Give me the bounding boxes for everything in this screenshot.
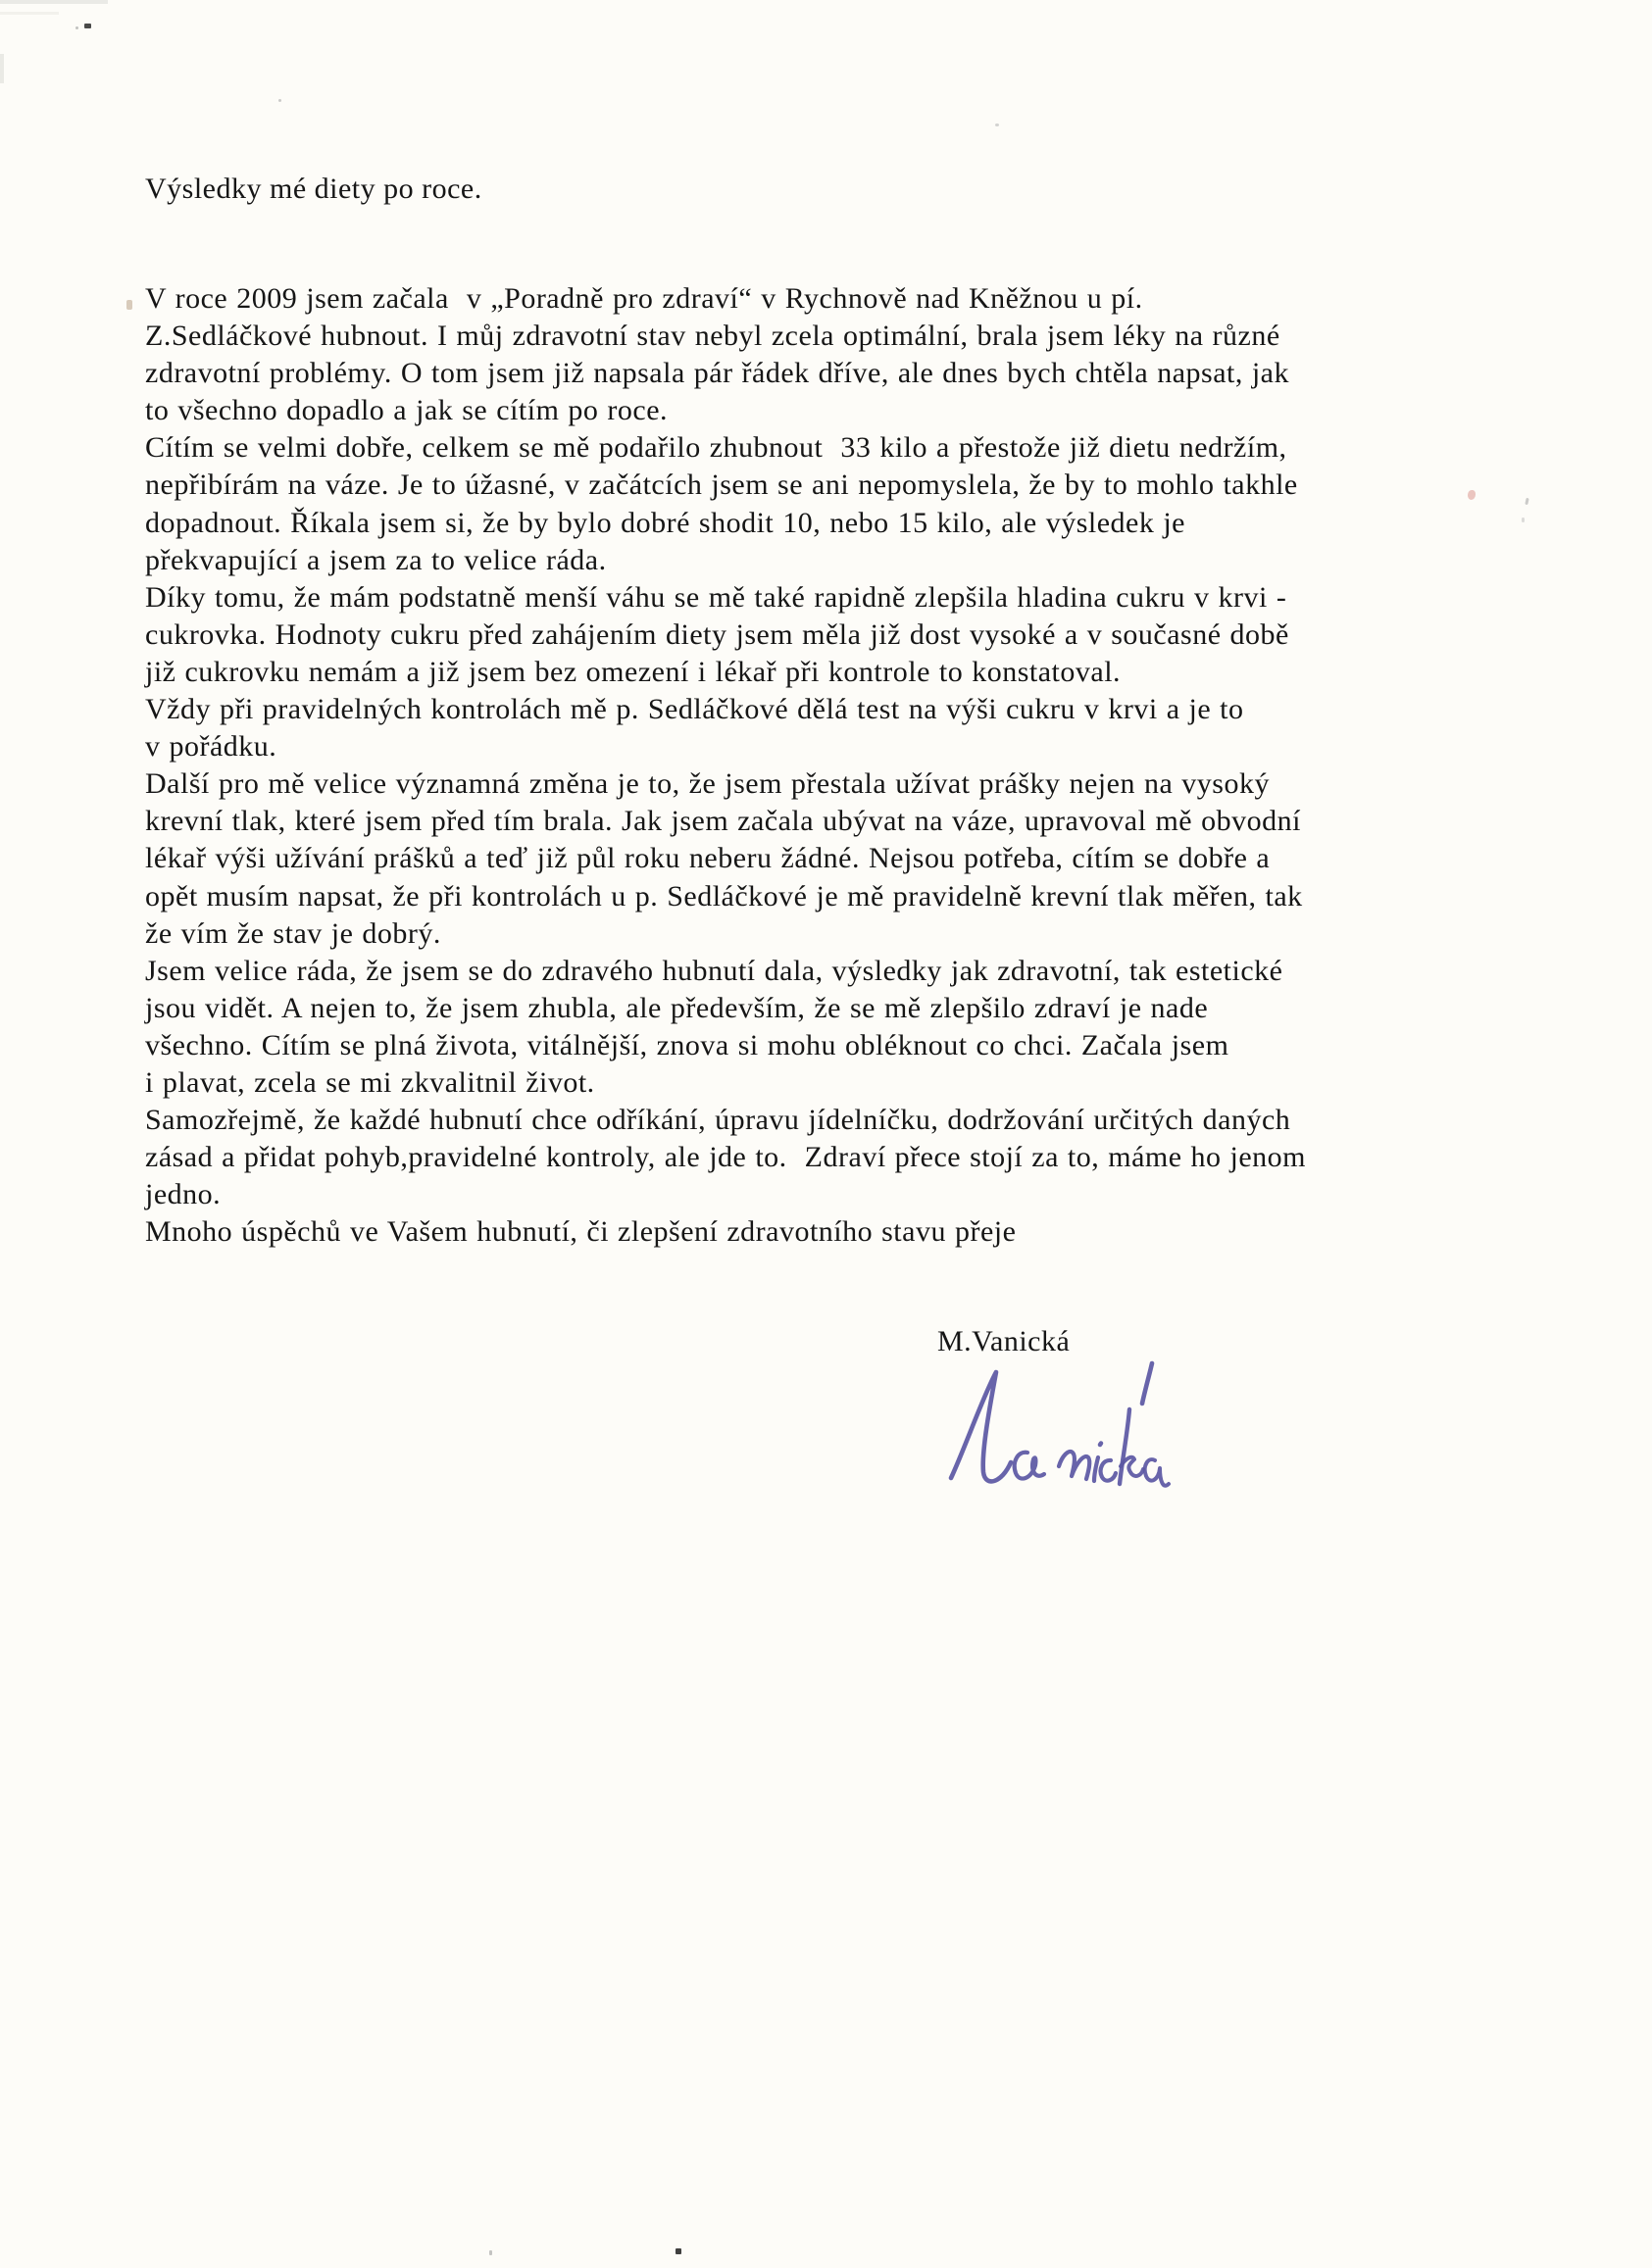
letter-line: Cítím se velmi dobře, celkem se mě podařilo zhubnout 33 kilo a přestože již dietu nedržím, — [145, 431, 1287, 465]
letter-line: již cukrovku nemám a již jsem bez omezení i lékař při kontrole to konstatoval. — [145, 655, 1122, 688]
signature-printed-name: M.Vanická — [937, 1325, 1071, 1357]
scan-artifact — [126, 300, 132, 310]
letter-line: Samozřejmě, že každé hubnutí chce odříkání, úpravu jídelníčku, dodržování určitých daných — [145, 1104, 1291, 1137]
letter-line: Vždy při pravidelných kontrolách mě p. Sedláčkové dělá test na výši cukru v krvi a je to — [145, 693, 1244, 726]
letter-line: Mnoho úspěchů ve Vašem hubnutí, či zlepšení zdravotního stavu přeje — [145, 1215, 1017, 1249]
handwritten-signature-image — [943, 1358, 1169, 1505]
letter-line: zásad a přidat pohyb,pravidelné kontroly, ale jde to. Zdraví přece stojí za to, máme ho jenom — [145, 1141, 1307, 1174]
letter-body — [145, 280, 1547, 1251]
letter-title: Výsledky mé diety po roce. — [145, 173, 482, 205]
letter-line: Z.Sedláčkové hubnout. I můj zdravotní stav nebyl zcela optimální, brala jsem léky na různé — [145, 320, 1280, 353]
letter-line: zdravotní problémy. O tom jsem již napsala pár řádek dříve, ale dnes bych chtěla napsat, jak — [145, 357, 1290, 390]
letter-line: i plavat, zcela se mi zkvalitnil život. — [145, 1065, 595, 1099]
letter-line: že vím že stav je dobrý. — [145, 916, 441, 950]
scan-artifact — [676, 2248, 681, 2254]
letter-line: Jsem velice ráda, že jsem se do zdravého hubnutí dala, výsledky jak zdravotní, tak estetické — [145, 954, 1283, 987]
scan-artifact — [0, 54, 4, 83]
letter-line: Další pro mě velice významná změna je to, že jsem přestala užívat prášky nejen na vysoký — [145, 767, 1270, 801]
scan-artifact — [0, 12, 59, 15]
scan-artifact — [75, 26, 78, 29]
letter-line: to všechno dopadlo a jak se cítím po roce. — [145, 394, 669, 427]
scan-artifact — [489, 2250, 492, 2255]
letter-line: Díky tomu, že mám podstatně menší váhu se mě také rapidně zlepšila hladina cukru v krvi - — [145, 580, 1287, 614]
letter-line: v pořádku. — [145, 730, 277, 764]
letter-line: jedno. — [145, 1178, 222, 1211]
letter-line: cukrovka. Hodnoty cukru před zahájením diety jsem měla již dost vysoké a v současné době — [145, 617, 1289, 651]
scan-artifact — [84, 24, 91, 28]
letter-line: všechno. Cítím se plná života, vitálnější, znova si mohu obléknout co chci. Začala jsem — [145, 1028, 1229, 1061]
scan-artifact — [995, 123, 999, 126]
letter-line: jsou vidět. A nejen to, že jsem zhubla, ale především, že se mě zlepšilo zdraví je nade — [145, 991, 1209, 1024]
letter-line: krevní tlak, které jsem před tím brala. Jak jsem začala ubývat na váze, upravoval mě obvodní — [145, 805, 1301, 838]
letter-line: překvapující a jsem za to velice ráda. — [145, 543, 607, 576]
letter-line: opět musím napsat, že při kontrolách u p. Sedláčkové je mě pravidelně krevní tlak měřen, tak — [145, 879, 1303, 912]
scan-artifact — [278, 99, 281, 102]
scan-artifact — [0, 0, 108, 4]
letter-line: dopadnout. Říkala jsem si, že by bylo dobré shodit 10, nebo 15 kilo, ale výsledek je — [145, 506, 1185, 539]
letter-line: V roce 2009 jsem začala v „Poradně pro zdraví“ v Rychnově nad Kněžnou u pí. — [145, 282, 1143, 315]
letter-line: nepřibírám na váze. Je to úžasné, v začátcích jsem se ani nepomyslela, že by to mohlo takhle — [145, 468, 1298, 502]
letter-line: lékař výši užívání prášků a teď již půl roku neberu žádné. Nejsou potřeba, cítím se dobře a — [145, 842, 1271, 875]
